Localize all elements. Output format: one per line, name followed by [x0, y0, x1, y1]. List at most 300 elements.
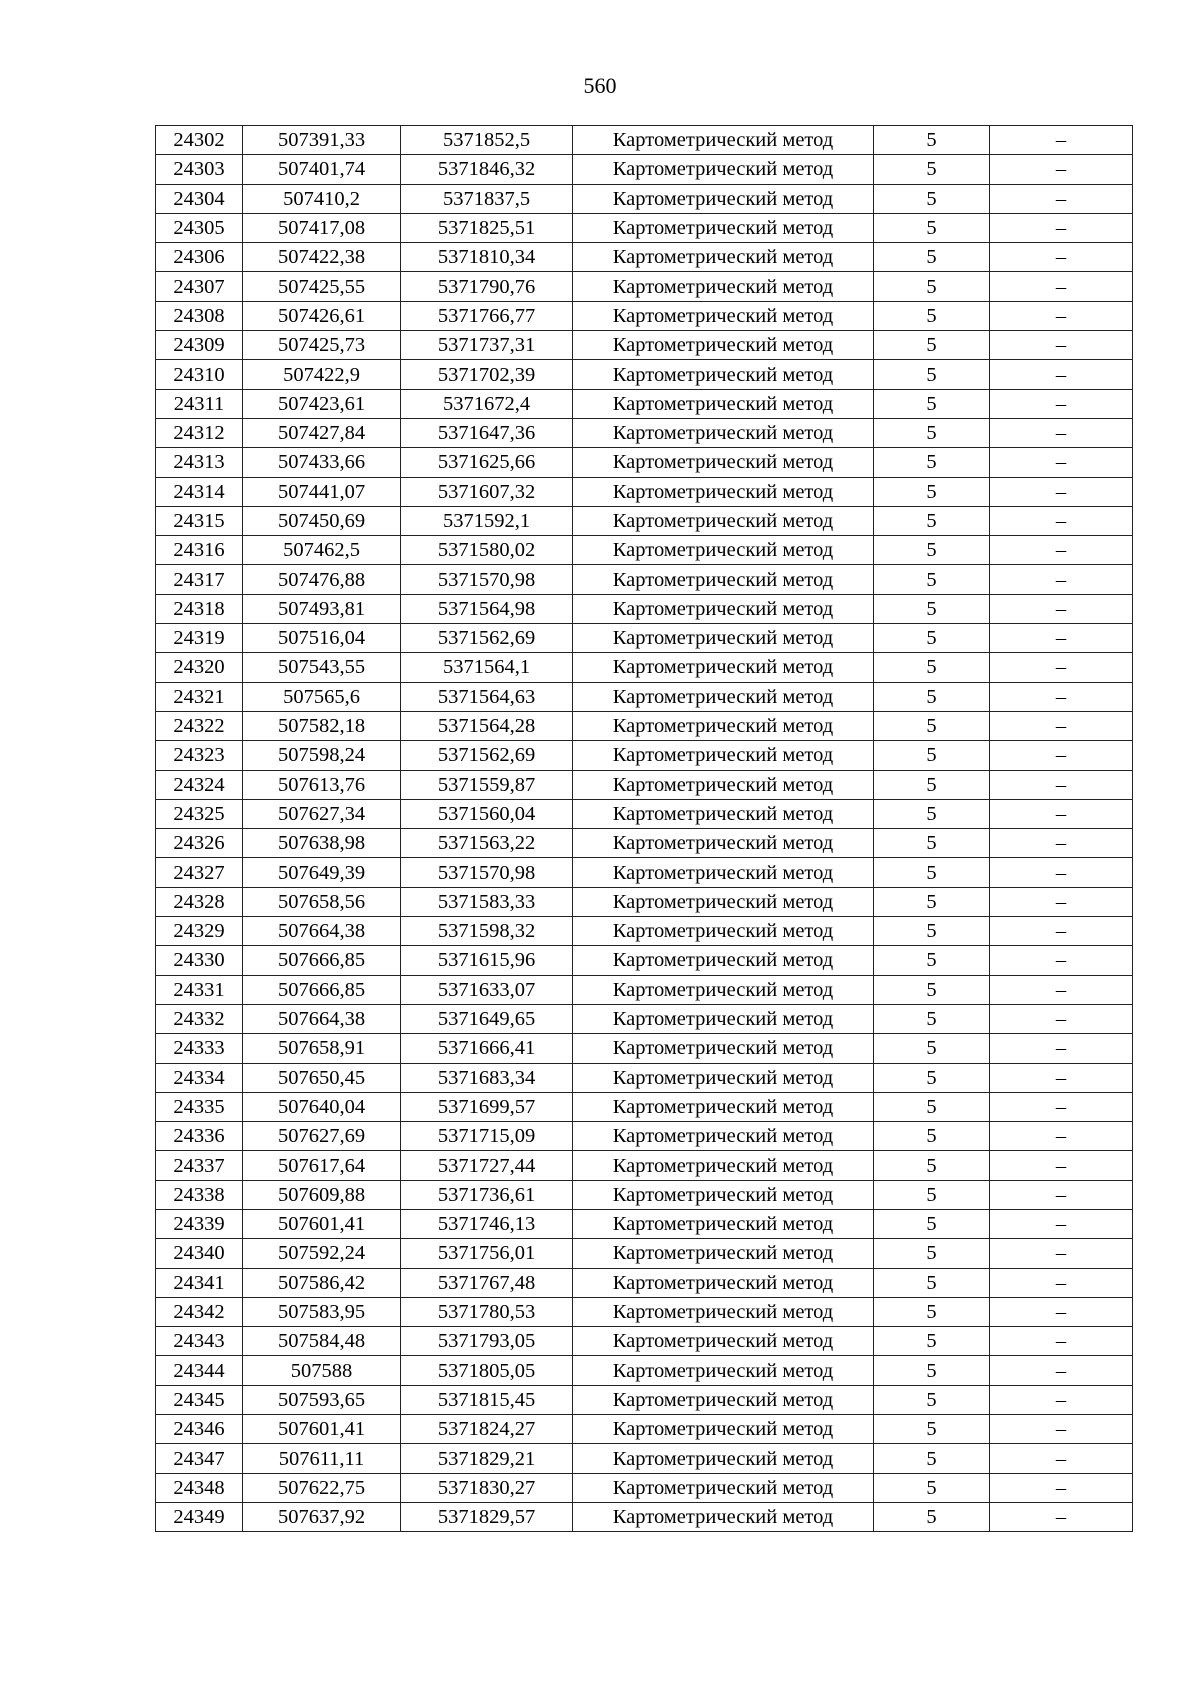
- x-coordinate-cell: 507640,04: [243, 1092, 401, 1121]
- table-row: [156, 360, 1133, 389]
- point-number-cell: 24314: [156, 477, 243, 506]
- precision-cell: 5: [874, 213, 990, 242]
- description-cell: –: [990, 1268, 1133, 1297]
- point-number-cell: 24318: [156, 594, 243, 623]
- method-cell: Картометрический метод: [573, 799, 874, 828]
- method-cell: Картометрический метод: [573, 1034, 874, 1063]
- description-cell: –: [990, 243, 1133, 272]
- description-cell: –: [990, 770, 1133, 799]
- table-row: [156, 243, 1133, 272]
- method-cell: Картометрический метод: [573, 946, 874, 975]
- x-coordinate-cell: 507627,69: [243, 1122, 401, 1151]
- x-coordinate-cell: 507422,9: [243, 360, 401, 389]
- table-row: [156, 213, 1133, 242]
- precision-cell: 5: [874, 653, 990, 682]
- precision-cell: 5: [874, 448, 990, 477]
- table-row: [156, 448, 1133, 477]
- x-coordinate-cell: 507617,64: [243, 1151, 401, 1180]
- method-cell: Картометрический метод: [573, 1063, 874, 1092]
- table-row: [156, 1297, 1133, 1326]
- x-coordinate-cell: 507417,08: [243, 213, 401, 242]
- precision-cell: 5: [874, 1473, 990, 1502]
- description-cell: –: [990, 1473, 1133, 1502]
- precision-cell: 5: [874, 184, 990, 213]
- precision-cell: 5: [874, 770, 990, 799]
- method-cell: Картометрический метод: [573, 1415, 874, 1444]
- precision-cell: 5: [874, 1209, 990, 1238]
- y-coordinate-cell: 5371824,27: [401, 1415, 573, 1444]
- point-number-cell: 24304: [156, 184, 243, 213]
- y-coordinate-cell: 5371649,65: [401, 1004, 573, 1033]
- table-row: [156, 536, 1133, 565]
- y-coordinate-cell: 5371766,77: [401, 301, 573, 330]
- method-cell: Картометрический метод: [573, 1151, 874, 1180]
- point-number-cell: 24344: [156, 1356, 243, 1385]
- y-coordinate-cell: 5371702,39: [401, 360, 573, 389]
- description-cell: –: [990, 1063, 1133, 1092]
- point-number-cell: 24322: [156, 711, 243, 740]
- point-number-cell: 24333: [156, 1034, 243, 1063]
- description-cell: –: [990, 536, 1133, 565]
- table-row: [156, 1004, 1133, 1033]
- x-coordinate-cell: 507601,41: [243, 1209, 401, 1238]
- point-number-cell: 24349: [156, 1502, 243, 1531]
- point-number-cell: 24306: [156, 243, 243, 272]
- description-cell: –: [990, 917, 1133, 946]
- method-cell: Картометрический метод: [573, 448, 874, 477]
- y-coordinate-cell: 5371562,69: [401, 624, 573, 653]
- point-number-cell: 24313: [156, 448, 243, 477]
- x-coordinate-cell: 507658,91: [243, 1034, 401, 1063]
- table-row: [156, 770, 1133, 799]
- description-cell: –: [990, 1444, 1133, 1473]
- y-coordinate-cell: 5371780,53: [401, 1297, 573, 1326]
- point-number-cell: 24311: [156, 389, 243, 418]
- method-cell: Картометрический метод: [573, 1209, 874, 1238]
- table-row: [156, 1385, 1133, 1414]
- description-cell: –: [990, 1034, 1133, 1063]
- precision-cell: 5: [874, 301, 990, 330]
- method-cell: Картометрический метод: [573, 272, 874, 301]
- x-coordinate-cell: 507638,98: [243, 829, 401, 858]
- method-cell: Картометрический метод: [573, 477, 874, 506]
- precision-cell: 5: [874, 887, 990, 916]
- method-cell: Картометрический метод: [573, 155, 874, 184]
- point-number-cell: 24317: [156, 565, 243, 594]
- table-row: [156, 331, 1133, 360]
- table-row: [156, 829, 1133, 858]
- precision-cell: 5: [874, 1239, 990, 1268]
- y-coordinate-cell: 5371580,02: [401, 536, 573, 565]
- x-coordinate-cell: 507593,65: [243, 1385, 401, 1414]
- description-cell: –: [990, 301, 1133, 330]
- point-number-cell: 24342: [156, 1297, 243, 1326]
- method-cell: Картометрический метод: [573, 741, 874, 770]
- method-cell: Картометрический метод: [573, 917, 874, 946]
- method-cell: Картометрический метод: [573, 536, 874, 565]
- point-number-cell: 24341: [156, 1268, 243, 1297]
- y-coordinate-cell: 5371699,57: [401, 1092, 573, 1121]
- point-number-cell: 24312: [156, 418, 243, 447]
- description-cell: –: [990, 1209, 1133, 1238]
- y-coordinate-cell: 5371607,32: [401, 477, 573, 506]
- point-number-cell: 24331: [156, 975, 243, 1004]
- y-coordinate-cell: 5371633,07: [401, 975, 573, 1004]
- point-number-cell: 24305: [156, 213, 243, 242]
- x-coordinate-cell: 507425,73: [243, 331, 401, 360]
- y-coordinate-cell: 5371815,45: [401, 1385, 573, 1414]
- description-cell: –: [990, 1502, 1133, 1531]
- x-coordinate-cell: 507637,92: [243, 1502, 401, 1531]
- table-row: [156, 946, 1133, 975]
- description-cell: –: [990, 184, 1133, 213]
- y-coordinate-cell: 5371767,48: [401, 1268, 573, 1297]
- coordinates-table: [155, 125, 1133, 1532]
- y-coordinate-cell: 5371790,76: [401, 272, 573, 301]
- description-cell: –: [990, 887, 1133, 916]
- x-coordinate-cell: 507601,41: [243, 1415, 401, 1444]
- description-cell: –: [990, 155, 1133, 184]
- method-cell: Картометрический метод: [573, 1327, 874, 1356]
- table-body: [156, 126, 1133, 1532]
- table-row: [156, 1356, 1133, 1385]
- method-cell: Картометрический метод: [573, 1122, 874, 1151]
- description-cell: –: [990, 1239, 1133, 1268]
- y-coordinate-cell: 5371570,98: [401, 858, 573, 887]
- precision-cell: 5: [874, 946, 990, 975]
- precision-cell: 5: [874, 389, 990, 418]
- table-row: [156, 184, 1133, 213]
- table-row: [156, 1502, 1133, 1531]
- precision-cell: 5: [874, 1034, 990, 1063]
- precision-cell: 5: [874, 126, 990, 155]
- point-number-cell: 24307: [156, 272, 243, 301]
- point-number-cell: 24303: [156, 155, 243, 184]
- description-cell: –: [990, 653, 1133, 682]
- description-cell: –: [990, 418, 1133, 447]
- description-cell: –: [990, 331, 1133, 360]
- table-row: [156, 682, 1133, 711]
- precision-cell: 5: [874, 741, 990, 770]
- table-row: [156, 741, 1133, 770]
- y-coordinate-cell: 5371560,04: [401, 799, 573, 828]
- description-cell: –: [990, 1092, 1133, 1121]
- table-row: [156, 624, 1133, 653]
- method-cell: Картометрический метод: [573, 1092, 874, 1121]
- y-coordinate-cell: 5371829,57: [401, 1502, 573, 1531]
- x-coordinate-cell: 507584,48: [243, 1327, 401, 1356]
- precision-cell: 5: [874, 1502, 990, 1531]
- x-coordinate-cell: 507423,61: [243, 389, 401, 418]
- precision-cell: 5: [874, 477, 990, 506]
- precision-cell: 5: [874, 360, 990, 389]
- description-cell: –: [990, 1297, 1133, 1326]
- precision-cell: 5: [874, 1444, 990, 1473]
- y-coordinate-cell: 5371829,21: [401, 1444, 573, 1473]
- table-row: [156, 887, 1133, 916]
- point-number-cell: 24347: [156, 1444, 243, 1473]
- method-cell: Картометрический метод: [573, 213, 874, 242]
- precision-cell: 5: [874, 155, 990, 184]
- description-cell: –: [990, 858, 1133, 887]
- point-number-cell: 24323: [156, 741, 243, 770]
- method-cell: Картометрический метод: [573, 389, 874, 418]
- method-cell: Картометрический метод: [573, 1239, 874, 1268]
- method-cell: Картометрический метод: [573, 975, 874, 1004]
- method-cell: Картометрический метод: [573, 360, 874, 389]
- x-coordinate-cell: 507664,38: [243, 1004, 401, 1033]
- table-row: [156, 799, 1133, 828]
- page-number: 560: [583, 73, 617, 98]
- precision-cell: 5: [874, 858, 990, 887]
- y-coordinate-cell: 5371562,69: [401, 741, 573, 770]
- point-number-cell: 24336: [156, 1122, 243, 1151]
- table-row: [156, 565, 1133, 594]
- description-cell: –: [990, 946, 1133, 975]
- precision-cell: 5: [874, 1151, 990, 1180]
- description-cell: –: [990, 506, 1133, 535]
- table-row: [156, 1092, 1133, 1121]
- precision-cell: 5: [874, 506, 990, 535]
- table-row: [156, 917, 1133, 946]
- precision-cell: 5: [874, 1268, 990, 1297]
- x-coordinate-cell: 507462,5: [243, 536, 401, 565]
- precision-cell: 5: [874, 565, 990, 594]
- table-row: [156, 301, 1133, 330]
- x-coordinate-cell: 507666,85: [243, 946, 401, 975]
- x-coordinate-cell: 507493,81: [243, 594, 401, 623]
- table-row: [156, 1180, 1133, 1209]
- method-cell: Картометрический метод: [573, 1502, 874, 1531]
- point-number-cell: 24343: [156, 1327, 243, 1356]
- method-cell: Картометрический метод: [573, 1473, 874, 1502]
- method-cell: Картометрический метод: [573, 829, 874, 858]
- table-row: [156, 272, 1133, 301]
- point-number-cell: 24309: [156, 331, 243, 360]
- precision-cell: 5: [874, 711, 990, 740]
- x-coordinate-cell: 507433,66: [243, 448, 401, 477]
- precision-cell: 5: [874, 272, 990, 301]
- x-coordinate-cell: 507516,04: [243, 624, 401, 653]
- description-cell: –: [990, 682, 1133, 711]
- point-number-cell: 24340: [156, 1239, 243, 1268]
- method-cell: Картометрический метод: [573, 1268, 874, 1297]
- point-number-cell: 24328: [156, 887, 243, 916]
- x-coordinate-cell: 507592,24: [243, 1239, 401, 1268]
- point-number-cell: 24326: [156, 829, 243, 858]
- precision-cell: 5: [874, 1180, 990, 1209]
- y-coordinate-cell: 5371564,1: [401, 653, 573, 682]
- description-cell: –: [990, 1356, 1133, 1385]
- y-coordinate-cell: 5371737,31: [401, 331, 573, 360]
- x-coordinate-cell: 507622,75: [243, 1473, 401, 1502]
- x-coordinate-cell: 507427,84: [243, 418, 401, 447]
- point-number-cell: 24334: [156, 1063, 243, 1092]
- x-coordinate-cell: 507391,33: [243, 126, 401, 155]
- y-coordinate-cell: 5371805,05: [401, 1356, 573, 1385]
- method-cell: Картометрический метод: [573, 126, 874, 155]
- table-row: [156, 418, 1133, 447]
- point-number-cell: 24320: [156, 653, 243, 682]
- x-coordinate-cell: 507441,07: [243, 477, 401, 506]
- table-row: [156, 477, 1133, 506]
- precision-cell: 5: [874, 1297, 990, 1326]
- precision-cell: 5: [874, 1356, 990, 1385]
- table-row: [156, 653, 1133, 682]
- method-cell: Картометрический метод: [573, 1385, 874, 1414]
- table-row: [156, 1415, 1133, 1444]
- x-coordinate-cell: 507650,45: [243, 1063, 401, 1092]
- y-coordinate-cell: 5371583,33: [401, 887, 573, 916]
- point-number-cell: 24346: [156, 1415, 243, 1444]
- x-coordinate-cell: 507565,6: [243, 682, 401, 711]
- x-coordinate-cell: 507426,61: [243, 301, 401, 330]
- point-number-cell: 24325: [156, 799, 243, 828]
- y-coordinate-cell: 5371810,34: [401, 243, 573, 272]
- y-coordinate-cell: 5371564,63: [401, 682, 573, 711]
- precision-cell: 5: [874, 682, 990, 711]
- description-cell: –: [990, 1327, 1133, 1356]
- description-cell: –: [990, 829, 1133, 858]
- table-row: [156, 1239, 1133, 1268]
- x-coordinate-cell: 507543,55: [243, 653, 401, 682]
- point-number-cell: 24339: [156, 1209, 243, 1238]
- method-cell: Картометрический метод: [573, 594, 874, 623]
- x-coordinate-cell: 507658,56: [243, 887, 401, 916]
- table-row: [156, 1268, 1133, 1297]
- y-coordinate-cell: 5371746,13: [401, 1209, 573, 1238]
- y-coordinate-cell: 5371852,5: [401, 126, 573, 155]
- point-number-cell: 24324: [156, 770, 243, 799]
- table-row: [156, 1034, 1133, 1063]
- method-cell: Картометрический метод: [573, 418, 874, 447]
- y-coordinate-cell: 5371793,05: [401, 1327, 573, 1356]
- y-coordinate-cell: 5371846,32: [401, 155, 573, 184]
- precision-cell: 5: [874, 418, 990, 447]
- point-number-cell: 24335: [156, 1092, 243, 1121]
- x-coordinate-cell: 507613,76: [243, 770, 401, 799]
- description-cell: –: [990, 1122, 1133, 1151]
- description-cell: –: [990, 1004, 1133, 1033]
- method-cell: Картометрический метод: [573, 301, 874, 330]
- method-cell: Картометрический метод: [573, 1297, 874, 1326]
- description-cell: –: [990, 126, 1133, 155]
- method-cell: Картометрический метод: [573, 653, 874, 682]
- method-cell: Картометрический метод: [573, 624, 874, 653]
- table-row: [156, 1473, 1133, 1502]
- point-number-cell: 24316: [156, 536, 243, 565]
- table-row: [156, 126, 1133, 155]
- description-cell: –: [990, 477, 1133, 506]
- table-row: [156, 1063, 1133, 1092]
- point-number-cell: 24332: [156, 1004, 243, 1033]
- y-coordinate-cell: 5371825,51: [401, 213, 573, 242]
- y-coordinate-cell: 5371598,32: [401, 917, 573, 946]
- precision-cell: 5: [874, 917, 990, 946]
- point-number-cell: 24345: [156, 1385, 243, 1414]
- precision-cell: 5: [874, 1004, 990, 1033]
- y-coordinate-cell: 5371736,61: [401, 1180, 573, 1209]
- precision-cell: 5: [874, 624, 990, 653]
- point-number-cell: 24315: [156, 506, 243, 535]
- method-cell: Картометрический метод: [573, 682, 874, 711]
- precision-cell: 5: [874, 594, 990, 623]
- y-coordinate-cell: 5371672,4: [401, 389, 573, 418]
- x-coordinate-cell: 507401,74: [243, 155, 401, 184]
- method-cell: Картометрический метод: [573, 887, 874, 916]
- y-coordinate-cell: 5371756,01: [401, 1239, 573, 1268]
- y-coordinate-cell: 5371564,28: [401, 711, 573, 740]
- x-coordinate-cell: 507609,88: [243, 1180, 401, 1209]
- point-number-cell: 24337: [156, 1151, 243, 1180]
- y-coordinate-cell: 5371570,98: [401, 565, 573, 594]
- y-coordinate-cell: 5371727,44: [401, 1151, 573, 1180]
- description-cell: –: [990, 1385, 1133, 1414]
- x-coordinate-cell: 507649,39: [243, 858, 401, 887]
- y-coordinate-cell: 5371830,27: [401, 1473, 573, 1502]
- precision-cell: 5: [874, 975, 990, 1004]
- y-coordinate-cell: 5371625,66: [401, 448, 573, 477]
- point-number-cell: 24327: [156, 858, 243, 887]
- method-cell: Картометрический метод: [573, 565, 874, 594]
- description-cell: –: [990, 799, 1133, 828]
- description-cell: –: [990, 741, 1133, 770]
- description-cell: –: [990, 624, 1133, 653]
- table-row: [156, 858, 1133, 887]
- method-cell: Картометрический метод: [573, 1180, 874, 1209]
- description-cell: –: [990, 975, 1133, 1004]
- table-row: [156, 1122, 1133, 1151]
- description-cell: –: [990, 1180, 1133, 1209]
- y-coordinate-cell: 5371647,36: [401, 418, 573, 447]
- description-cell: –: [990, 711, 1133, 740]
- x-coordinate-cell: 507583,95: [243, 1297, 401, 1326]
- method-cell: Картометрический метод: [573, 711, 874, 740]
- precision-cell: 5: [874, 243, 990, 272]
- precision-cell: 5: [874, 1385, 990, 1414]
- precision-cell: 5: [874, 1415, 990, 1444]
- precision-cell: 5: [874, 1092, 990, 1121]
- point-number-cell: 24319: [156, 624, 243, 653]
- description-cell: –: [990, 448, 1133, 477]
- y-coordinate-cell: 5371592,1: [401, 506, 573, 535]
- x-coordinate-cell: 507476,88: [243, 565, 401, 594]
- x-coordinate-cell: 507588: [243, 1356, 401, 1385]
- table-row: [156, 975, 1133, 1004]
- precision-cell: 5: [874, 536, 990, 565]
- method-cell: Картометрический метод: [573, 858, 874, 887]
- point-number-cell: 24338: [156, 1180, 243, 1209]
- y-coordinate-cell: 5371666,41: [401, 1034, 573, 1063]
- description-cell: –: [990, 213, 1133, 242]
- point-number-cell: 24310: [156, 360, 243, 389]
- table-row: [156, 389, 1133, 418]
- x-coordinate-cell: 507611,11: [243, 1444, 401, 1473]
- x-coordinate-cell: 507450,69: [243, 506, 401, 535]
- description-cell: –: [990, 360, 1133, 389]
- description-cell: –: [990, 1415, 1133, 1444]
- point-number-cell: 24308: [156, 301, 243, 330]
- precision-cell: 5: [874, 1063, 990, 1092]
- x-coordinate-cell: 507410,2: [243, 184, 401, 213]
- table-row: [156, 155, 1133, 184]
- precision-cell: 5: [874, 799, 990, 828]
- y-coordinate-cell: 5371837,5: [401, 184, 573, 213]
- description-cell: –: [990, 594, 1133, 623]
- description-cell: –: [990, 272, 1133, 301]
- x-coordinate-cell: 507664,38: [243, 917, 401, 946]
- table-row: [156, 506, 1133, 535]
